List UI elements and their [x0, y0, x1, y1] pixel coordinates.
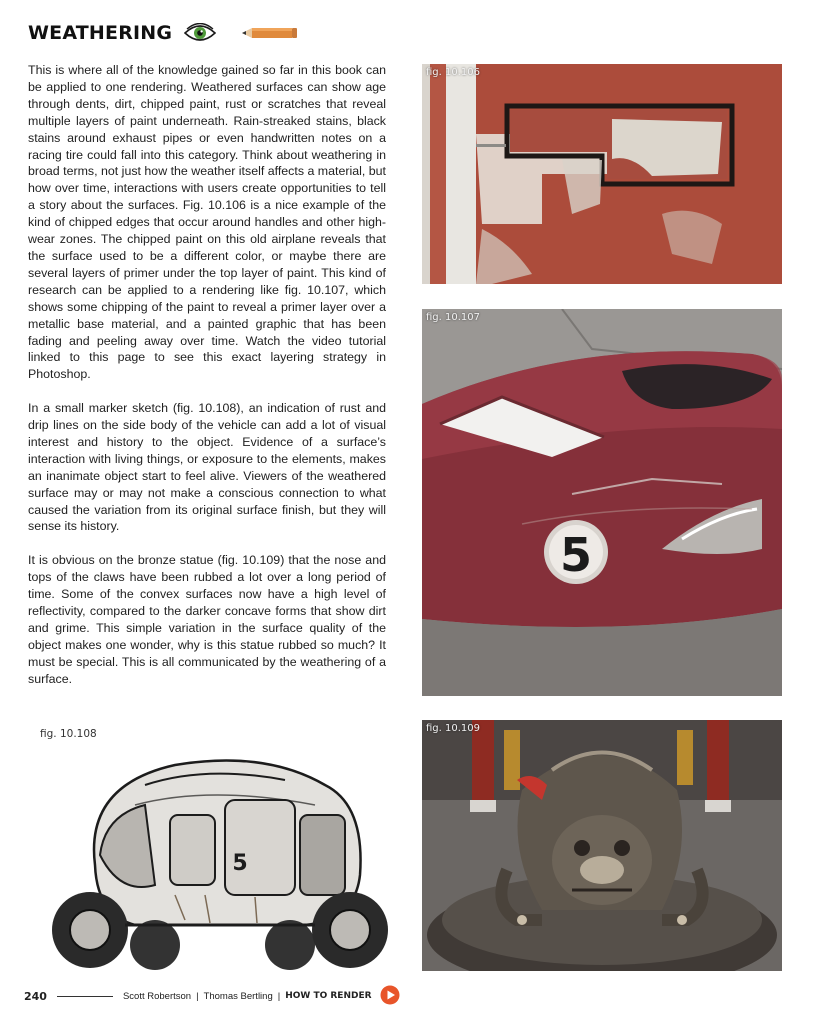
figure-10-108-vehicle-sketch	[25, 745, 397, 975]
sketch-graphic-number: 5	[232, 851, 248, 876]
pencil-icon	[242, 26, 298, 40]
play-icon[interactable]	[380, 985, 400, 1008]
body-text	[28, 62, 386, 688]
book-title: HOW TO RENDER	[285, 991, 372, 1001]
figure-10-106-chipped-paint-photo	[422, 64, 782, 284]
figure-label: fig. 10.108	[40, 728, 97, 740]
section-heading	[28, 21, 298, 45]
figure-label: fig. 10.109	[426, 723, 480, 734]
figure-10-109-bronze-statue-photo	[422, 720, 782, 971]
footer-rule	[57, 996, 113, 997]
figure-label: fig. 10.106	[426, 67, 480, 78]
author-name: Thomas Bertling	[203, 990, 273, 1002]
author-name: Scott Robertson	[122, 990, 192, 1002]
eye-icon	[184, 23, 216, 43]
page-number: 240	[24, 989, 47, 1003]
separator: |	[277, 990, 281, 1002]
paragraph: In a small marker sketch (fig. 10.108), an indication of rust and drip lines on the side body of the vehicle can add a lot of visual interest and history to the object. Evidence of a surface’s interaction with living things, or exposure to the elements, makes an inanimate object start to feel alive. Viewers of the weathered surface may or may not make a conscious connection to what caused the variation from its original surface finish, but they will sense its history.	[28, 401, 386, 534]
paragraph: This is where all of the knowledge gained so far in this book can be applied to one rendering. Weathered surfaces can show age through dents, dirt, chipped paint, rust or scratches that reveal multiple layers of paint underneath. Rain-streaked stains, black stains around exhaust pipes or even handwritten notes on a racing tire could fall into this category. Think about weathering in broad terms, not just how the weather itself affects a material, but how over time, interactions with users create opportunities to tell a story about the surfaces. Fig. 10.106 is a nice example of the kind of chipped edges that occur around handles and other high-wear zones. The chipped paint on this old airplane reveals that the surface used to be a different color, or maybe there are several layers of primer under the top layer of paint. This kind of research can be applied to a rendering like fig. 10.107, which shows some chipping of the paint to reveal a primer layer over a metallic base material, and a painted graphic that has been fading and peeling away over time. Watch the video tutorial linked to this page to see this exact layering strategy in Photoshop.	[28, 63, 386, 382]
figure-10-107-red-car-photo	[422, 309, 782, 696]
figure-label: fig. 10.107	[426, 312, 480, 323]
paragraph: It is obvious on the bronze statue (fig. 10.109) that the nose and tops of the claws have been rubbed a lot over a long period of time. Some of the convex surfaces now have a high level of reflectivity, compared to the darker concave forms that show dirt and grime. This simple variation in the surface quality of the object makes one wonder, why is this statue rubbed so much? It must be special. This is all communicated by the weathering of a surface.	[28, 553, 386, 686]
page-title: WEATHERING	[28, 22, 173, 44]
page-footer	[24, 986, 400, 1006]
car-graphic-number: 5	[559, 528, 593, 582]
separator: |	[196, 990, 199, 1002]
